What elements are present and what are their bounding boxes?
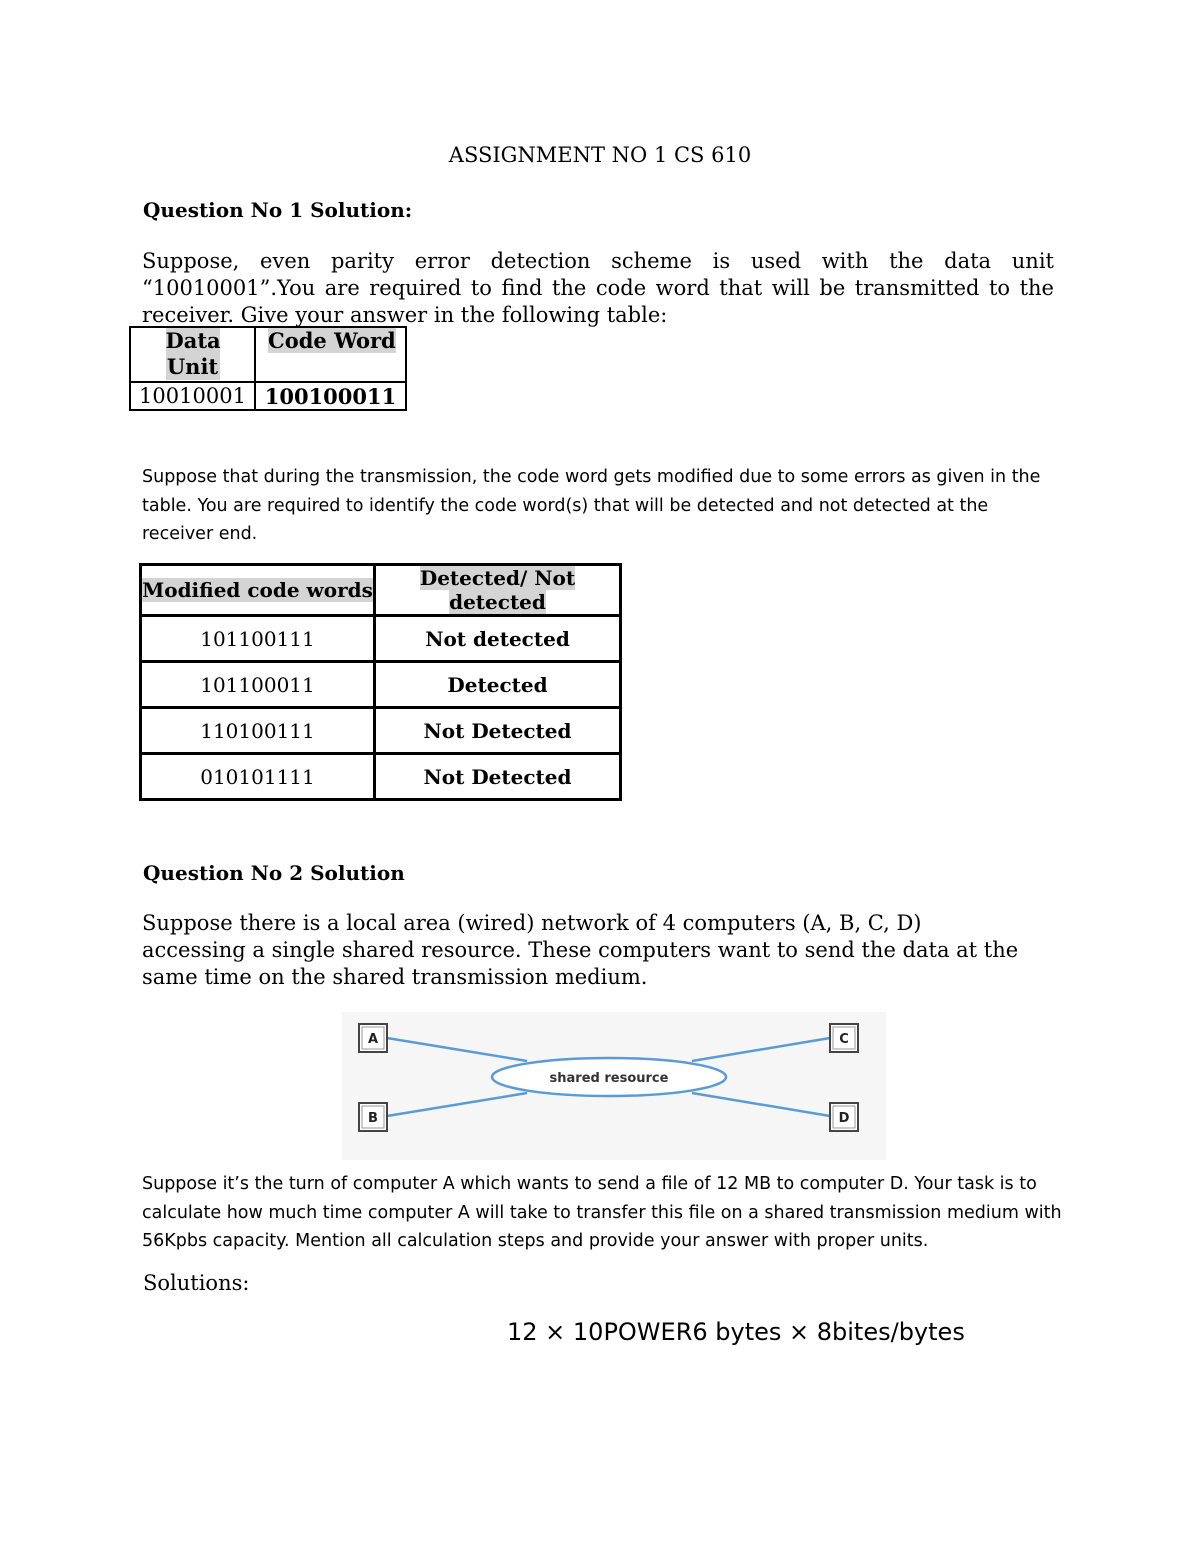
header-modified-code-words: Modified code words: [142, 578, 373, 602]
node-d: [830, 1103, 858, 1131]
node-a: [359, 1024, 387, 1052]
table-row: [141, 662, 621, 708]
question-1-heading: Question No 1 Solution:: [143, 198, 413, 222]
header-cell: [255, 327, 406, 382]
code-word-cell: 100100011: [255, 382, 406, 410]
shared-resource-label: shared resource: [549, 1071, 669, 1086]
detection-result-cell: Detected: [375, 662, 621, 708]
table-row: [141, 616, 621, 662]
header-code-word: Code Word: [268, 328, 396, 353]
table-header-row: [141, 565, 621, 616]
header-data-unit: Data Unit: [165, 328, 221, 379]
detection-result-cell: Not Detected: [375, 754, 621, 800]
node-b-label: B: [368, 1111, 378, 1126]
modified-code-word-cell: 101100011: [141, 662, 375, 708]
question-2-heading: Question No 2 Solution: [143, 861, 405, 885]
header-cell: [141, 565, 375, 616]
question-1-intro: Suppose, even parity error detection scheme is used with the data unit “10010001”.You are required to find the code word that will be transmitted to the receiver. Give your answer in the following table:: [142, 249, 1054, 327]
table-row: [130, 382, 406, 410]
data-unit-cell: 10010001: [130, 382, 255, 410]
node-c-label: C: [839, 1032, 849, 1047]
code-word-table: [129, 326, 407, 411]
modified-code-word-cell: 110100111: [141, 708, 375, 754]
shared-resource-diagram: [342, 1012, 886, 1160]
question-2-intro: Suppose there is a local area (wired) network of 4 computers (A, B, C, D) accessing a single shared resource. These computers want to send the data at the same time on the shared transmission medium.: [142, 911, 1019, 989]
modified-code-word-cell: 010101111: [141, 754, 375, 800]
table-header-row: [130, 327, 406, 382]
node-d-label: D: [838, 1111, 850, 1126]
table-row: [141, 754, 621, 800]
question-1-paragraph: Suppose that during the transmission, the code word gets modified due to some errors as given in the table. You are required to identify the code word(s) that will be detected and not detected at the receiver end.: [142, 467, 1041, 544]
detection-result-cell: Not detected: [375, 616, 621, 662]
modified-code-word-cell: 101100111: [141, 616, 375, 662]
modified-code-words-table: [139, 563, 622, 801]
question-2-paragraph: Suppose it’s the turn of computer A which wants to send a file of 12 MB to computer D. Your task is to calculate how much time computer A will take to transfer this file on a shared transmission medium with 56Kpbs capacity. Mention all calculation steps and provide your answer with proper units.: [142, 1174, 1062, 1251]
solutions-label: Solutions:: [143, 1271, 250, 1295]
node-c: [830, 1024, 858, 1052]
node-a-label: A: [367, 1032, 379, 1047]
detection-result-cell: Not Detected: [375, 708, 621, 754]
node-b: [359, 1103, 387, 1131]
header-detected: Detected/ Not detected: [419, 566, 576, 614]
header-cell: [375, 565, 621, 616]
formula-line: 12 × 10POWER6 bytes × 8bites/bytes: [507, 1318, 965, 1346]
header-cell: [130, 327, 255, 382]
page-title: ASSIGNMENT NO 1 CS 610: [448, 143, 752, 167]
table-row: [141, 708, 621, 754]
